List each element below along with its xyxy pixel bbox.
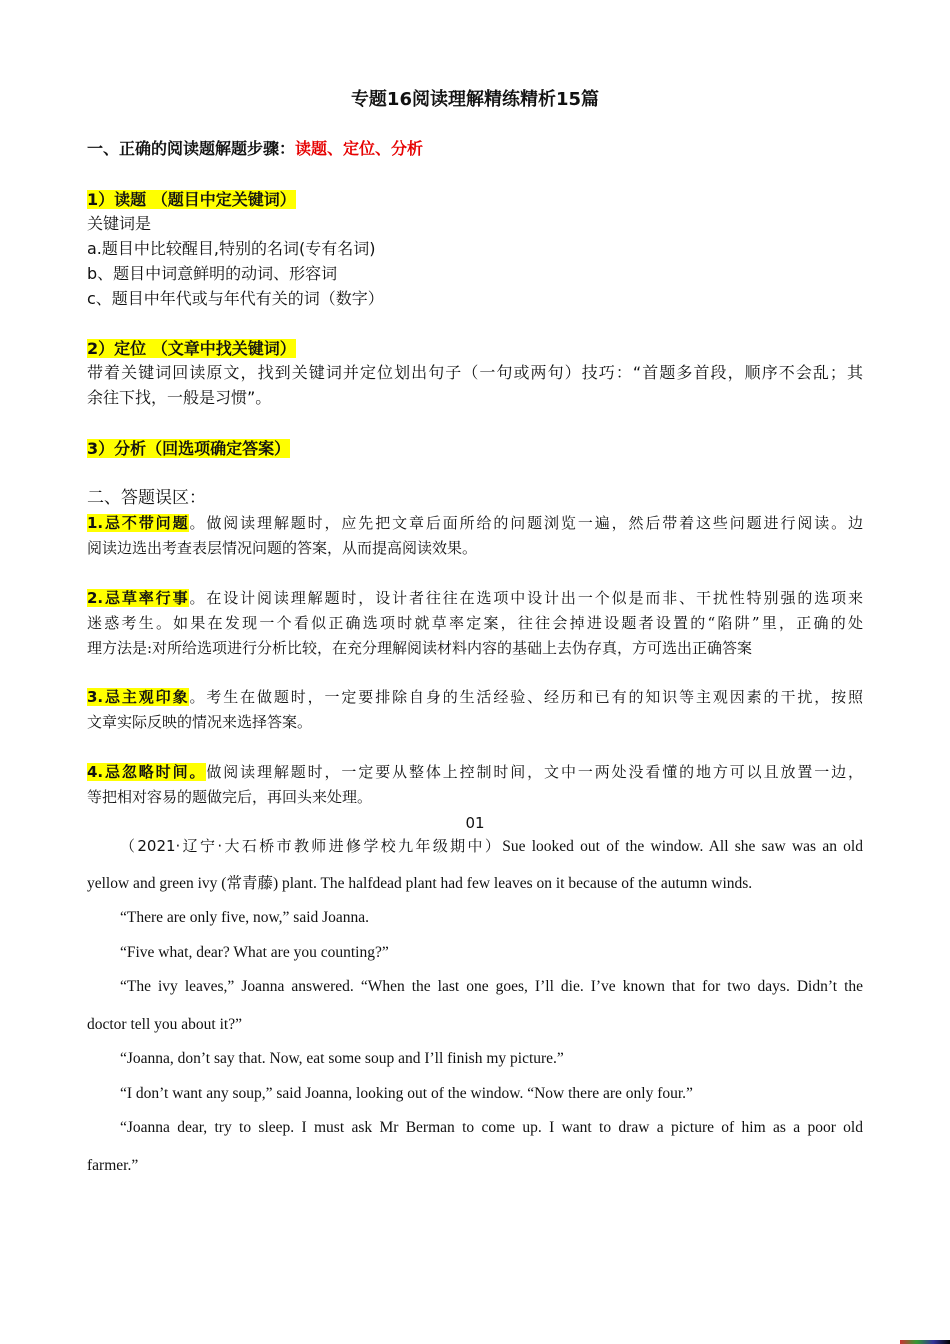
pitfall-text: 等把相对容易的题做完后，再回头来处理。 bbox=[87, 788, 373, 806]
step1-line: b、题目中词意鲜明的动词、形容词 bbox=[87, 264, 338, 283]
pitfall-text: 。在设计阅读理解题时，设计者往往在选项中设计出一个似是而非、干扰性特别强的选项来 bbox=[189, 589, 863, 607]
section1-heading-steps: 读题、定位、分析 bbox=[295, 139, 424, 158]
pitfall-label: 4.忌忽略时间。 bbox=[87, 763, 207, 781]
step1-label: 1）读题 （题目中定关键词） bbox=[87, 190, 296, 209]
pitfall-2 bbox=[87, 587, 863, 609]
passage-text: Sue looked out of the window. All she saw was an old bbox=[502, 838, 863, 855]
pitfall-text: 。做阅读理解题时，应先把文章后面所给的问题浏览一遍，然后带着这些问题进行阅读。边 bbox=[189, 514, 863, 532]
corner-decoration bbox=[900, 1340, 950, 1344]
passage-line: “There are only five, now,” said Joanna. bbox=[120, 909, 370, 926]
page-title: 专题16阅读理解精练精析15篇 bbox=[350, 89, 600, 110]
passage-line: “I don’t want any soup,” said Joanna, looking out of the window. “Now there are only four.” bbox=[120, 1085, 693, 1102]
pitfall-label: 2.忌草率行事 bbox=[87, 589, 190, 607]
step1-line: a.题目中比较醒目,特别的名词(专有名词) bbox=[87, 239, 376, 258]
passage-line: farmer.” bbox=[87, 1157, 139, 1174]
passage-number: 01 bbox=[465, 814, 485, 832]
step1-line: 关键词是 bbox=[87, 214, 152, 233]
pitfall-4 bbox=[87, 761, 863, 783]
section2-heading: 二、答题误区： bbox=[87, 488, 206, 508]
pitfall-text: 理方法是:对所给选项进行分析比较，在充分理解阅读材料内容的基础上去伪存真，方可选出正确答案 bbox=[87, 639, 753, 657]
pitfall-text: 迷惑考生。如果在发现一个看似正确选项时就草率定案，往往会掉进设题者设置的“陷阱”里，正确的处 bbox=[87, 614, 863, 632]
passage-line: yellow and green ivy (常青藤) plant. The halfdead plant had few leaves on it because of the autumn winds. bbox=[87, 875, 753, 892]
pitfall-label: 1.忌不带问题 bbox=[87, 514, 190, 532]
step2-label: 2）定位 （文章中找关键词） bbox=[87, 339, 296, 358]
pitfall-label: 3.忌主观印象 bbox=[87, 688, 190, 706]
passage-line bbox=[120, 835, 863, 858]
pitfall-3 bbox=[87, 686, 863, 708]
passage-source: （2021·辽宁·大石桥市教师进修学校九年级期中） bbox=[120, 837, 503, 855]
passage-line: “Five what, dear? What are you counting?” bbox=[120, 944, 389, 961]
passage-line: “Joanna, don’t say that. Now, eat some soup and I’ll finish my picture.” bbox=[120, 1050, 564, 1067]
pitfall-1 bbox=[87, 512, 863, 534]
step1-line: c、题目中年代或与年代有关的词（数字） bbox=[87, 289, 384, 308]
step2-line: 带着关键词回读原文，找到关键词并定位划出句子（一句或两句）技巧：“首题多首段，顺序不会乱；其 bbox=[87, 363, 863, 382]
passage-line: “The ivy leaves,” Joanna answered. “When the last one goes, I’ll die. I’ve known that for two days. Didn’t the bbox=[120, 978, 863, 995]
pitfall-text: 文章实际反映的情况来选择答案。 bbox=[87, 713, 313, 731]
step3-label: 3）分析（回选项确定答案） bbox=[87, 439, 291, 458]
passage-line: “Joanna dear, try to sleep. I must ask Mr Berman to come up. I want to draw a picture of him as a poor old bbox=[120, 1119, 863, 1136]
pitfall-text: 阅读边选出考查表层情况问题的答案，从而提高阅读效果。 bbox=[87, 539, 478, 557]
passage-line: doctor tell you about it?” bbox=[87, 1016, 242, 1033]
pitfall-text: 。考生在做题时，一定要排除自身的生活经验、经历和已有的知识等主观因素的干扰，按照 bbox=[189, 688, 863, 706]
section1-heading bbox=[87, 138, 423, 160]
step2-line: 余往下找，一般是习惯”。 bbox=[87, 388, 272, 407]
pitfall-text: 做阅读理解题时，一定要从整体上控制时间，文中一两处没看懂的地方可以且放置一边， bbox=[206, 763, 863, 781]
section1-heading-text: 一、正确的阅读题解题步骤： bbox=[87, 139, 296, 158]
